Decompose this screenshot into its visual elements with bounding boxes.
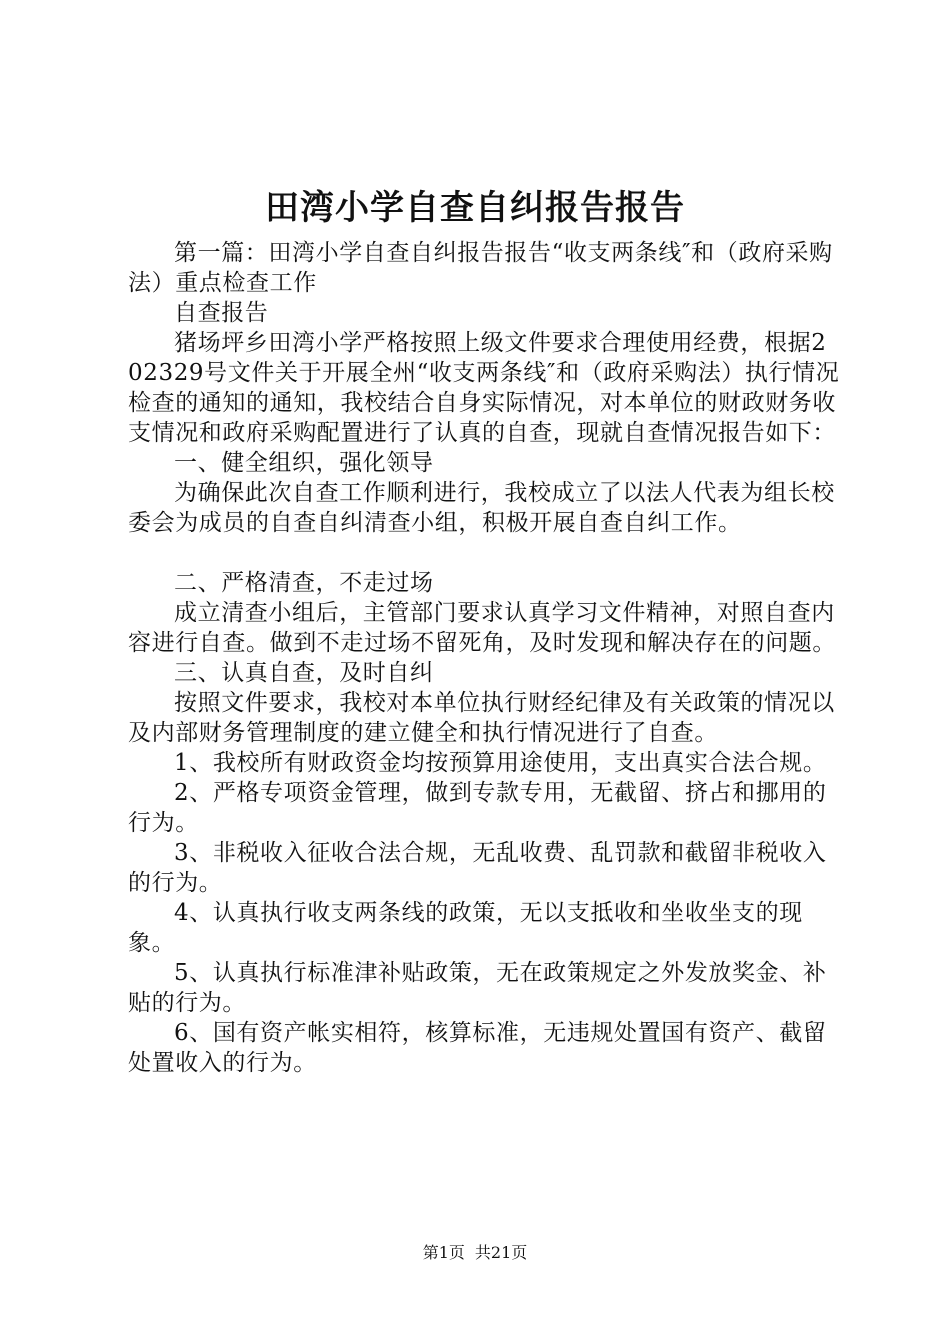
paragraph: 猪场坪乡田湾小学严格按照上级文件要求合理使用经费，根据202329号文件关于开展全州“收支两条线″和（政府采购法）执行情况检查的通知的通知，我校结合自身实际情况，对本单位的财政财务收支情况和政府采购配置进行了认真的自查，现就自查情况报告如下： <box>128 330 840 446</box>
paragraph: 自查报告 <box>174 300 269 326</box>
page-total: 共21页 <box>474 1243 528 1262</box>
list-item: 1、我校所有财政资金均按预算用途使用，支出真实合法合规。 <box>174 750 827 776</box>
list-item: 3、非税收入征收合法合规，无乱收费、乱罚款和截留非税收入的行为。 <box>128 840 827 896</box>
document-body <box>128 238 840 1078</box>
document-title: 田湾小学自查自纠报告报告 <box>265 188 685 228</box>
section-heading: 三、认真自查，及时自纠 <box>174 660 434 686</box>
list-item: 4、认真执行收支两条线的政策，无以支抵收和坐收坐支的现象。 <box>128 900 803 956</box>
paragraph: 成立清查小组后，主管部门要求认真学习文件精神，对照自查内容进行自查。做到不走过场不留死角，及时发现和解决存在的问题。 <box>128 600 836 656</box>
section-heading: 二、严格清查，不走过场 <box>174 570 434 596</box>
list-item: 2、严格专项资金管理，做到专款专用，无截留、挤占和挪用的行为。 <box>128 780 827 836</box>
list-item: 6、国有资产帐实相符，核算标准，无违规处置国有资产、截留处置收入的行为。 <box>128 1020 827 1076</box>
paragraph: 为确保此次自查工作顺利进行，我校成立了以法人代表为组长校委会为成员的自查自纠清查小组，积极开展自查自纠工作。 <box>128 480 835 536</box>
paragraph: 按照文件要求，我校对本单位执行财经纪律及有关政策的情况以及内部财务管理制度的建立健全和执行情况进行了自查。 <box>128 690 835 746</box>
section-heading: 一、健全组织，强化领导 <box>174 450 434 476</box>
list-item: 5、认真执行标准津补贴政策，无在政策规定之外发放奖金、补贴的行为。 <box>128 960 827 1016</box>
paragraph: 第一篇：田湾小学自查自纠报告报告“收支两条线″和（政府采购法）重点检查工作 <box>128 240 833 296</box>
page-footer <box>0 1243 950 1263</box>
page-number: 第1页 <box>422 1243 465 1262</box>
